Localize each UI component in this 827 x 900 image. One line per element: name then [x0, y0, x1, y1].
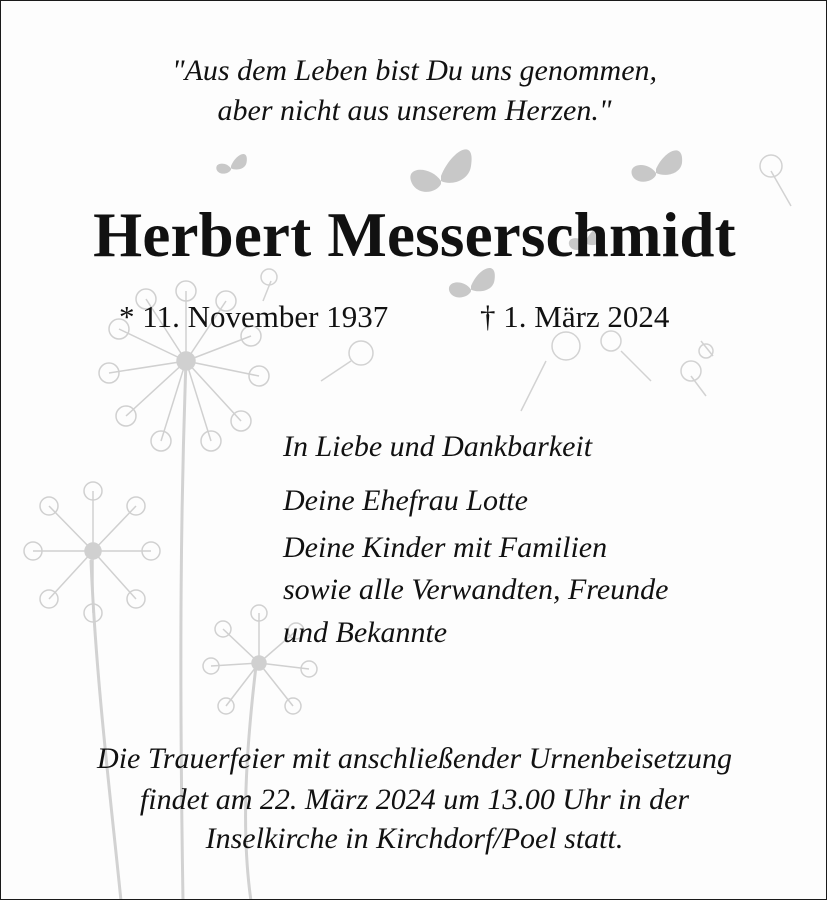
butterfly-icon: [631, 150, 682, 181]
butterfly-icon: [216, 154, 247, 174]
mourners-intro: In Liebe und Dankbarkeit: [283, 430, 593, 463]
butterfly-icon: [410, 149, 471, 192]
birth-date: * 11. November 1937: [119, 299, 389, 334]
ceremony-line-2: findet am 22. März 2024 um 13.00 Uhr in der: [139, 783, 690, 816]
mourners-line: sowie alle Verwandten, Freunde: [283, 573, 669, 606]
ceremony-line-1: Die Trauerfeier mit anschließender Urnenbeisetzung: [97, 742, 732, 775]
death-date: † 1. März 2024: [480, 299, 670, 334]
deceased-name: Herbert Messerschmidt: [93, 200, 736, 270]
ceremony-line-3: Inselkirche in Kirchdorf/Poel statt.: [205, 822, 624, 855]
mourners-line: und Bekannte: [283, 616, 448, 649]
mourners-line: Deine Ehefrau Lotte: [283, 484, 528, 517]
quote-line-1: "Aus dem Leben bist Du uns genommen,: [171, 54, 658, 87]
mourners-line: Deine Kinder mit Familien: [283, 531, 608, 564]
quote-line-2: aber nicht aus unserem Herzen.": [217, 94, 612, 127]
